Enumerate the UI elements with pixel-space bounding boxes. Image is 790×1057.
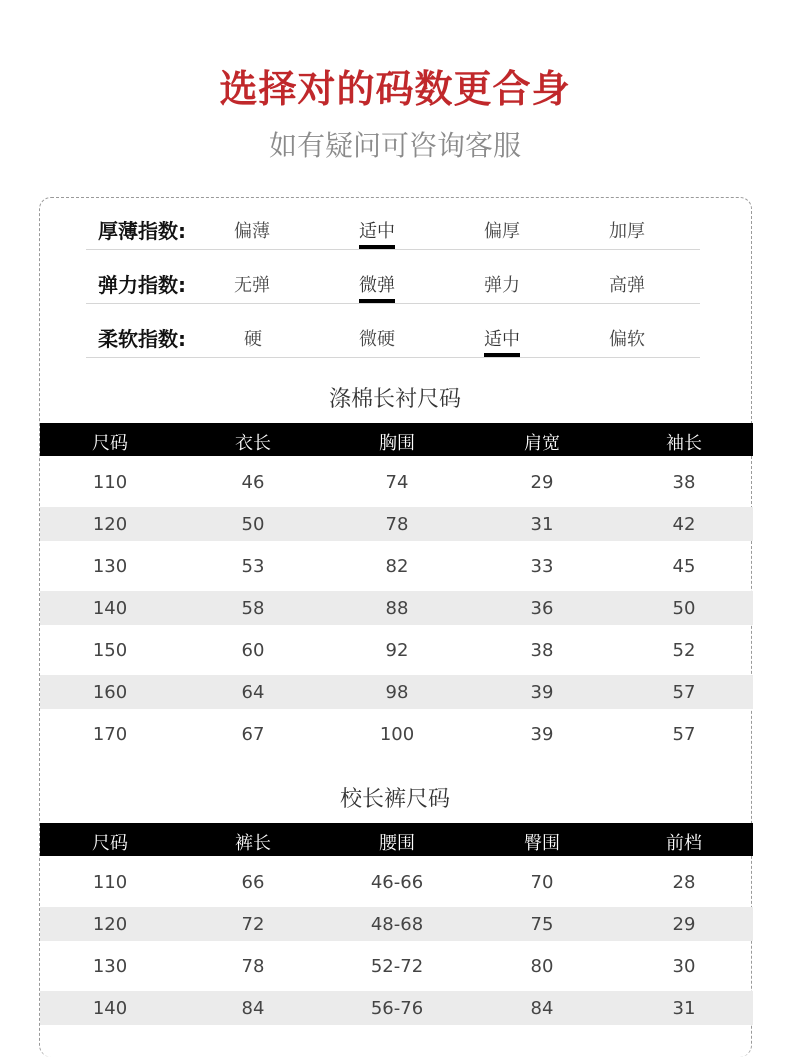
table-cell: 57 [672, 682, 696, 703]
table-cell: 78 [385, 514, 409, 535]
table-cell: 130 [92, 956, 128, 977]
index-option-selected: 适中 [484, 325, 520, 357]
table-cell: 110 [92, 472, 128, 493]
index-option: 高弹 [609, 275, 645, 296]
table-cell: 50 [672, 598, 696, 619]
column-header: 裤长 [235, 833, 271, 854]
column-header: 衣长 [235, 433, 271, 454]
index-option-selected: 微弹 [359, 271, 395, 303]
table-cell: 29 [672, 914, 696, 935]
index-option: 硬 [244, 329, 262, 350]
pants-table-header [40, 823, 753, 856]
column-header: 尺码 [92, 833, 128, 854]
table-cell: 52-72 [370, 956, 424, 977]
table-cell: 130 [92, 556, 128, 577]
softness-index-row [86, 313, 700, 358]
table-cell: 28 [672, 872, 696, 893]
table-cell: 82 [385, 556, 409, 577]
table-cell: 120 [92, 914, 128, 935]
table-cell: 78 [241, 956, 265, 977]
table-cell: 33 [530, 556, 554, 577]
column-header: 腰围 [379, 833, 415, 854]
table-cell: 84 [530, 998, 554, 1019]
page-title: 选择对的码数更合身 [219, 67, 571, 111]
table-cell: 150 [92, 640, 128, 661]
index-option: 偏软 [609, 329, 645, 350]
column-header: 袖长 [666, 433, 702, 454]
column-header: 前档 [666, 833, 702, 854]
table-cell: 38 [672, 472, 696, 493]
table-row [40, 549, 753, 583]
table-cell: 84 [241, 998, 265, 1019]
index-label: 厚薄指数: [98, 219, 186, 243]
table-cell: 74 [385, 472, 409, 493]
table-row [40, 949, 753, 983]
table-cell: 100 [379, 724, 415, 745]
table-cell: 70 [530, 872, 554, 893]
index-option: 偏厚 [484, 221, 520, 242]
index-option: 加厚 [609, 221, 645, 242]
table-cell: 170 [92, 724, 128, 745]
table-cell: 80 [530, 956, 554, 977]
table-cell: 39 [530, 724, 554, 745]
table-row [40, 591, 753, 625]
shirt-table-title: 涤棉长衬尺码 [328, 387, 461, 412]
page-subtitle: 如有疑问可咨询客服 [268, 129, 521, 162]
table-cell: 29 [530, 472, 554, 493]
table-cell: 31 [672, 998, 696, 1019]
column-header: 尺码 [92, 433, 128, 454]
table-cell: 30 [672, 956, 696, 977]
elasticity-index-row [86, 259, 700, 304]
table-cell: 75 [530, 914, 554, 935]
table-cell: 42 [672, 514, 696, 535]
column-header: 臀围 [524, 833, 560, 854]
table-cell: 66 [241, 872, 265, 893]
table-cell: 45 [672, 556, 696, 577]
index-label: 弹力指数: [98, 273, 186, 297]
table-row [40, 633, 753, 667]
table-cell: 67 [241, 724, 265, 745]
table-row [40, 907, 753, 941]
table-cell: 38 [530, 640, 554, 661]
shirt-table-header [40, 423, 753, 456]
column-header: 肩宽 [524, 433, 560, 454]
table-cell: 48-68 [370, 914, 424, 935]
table-cell: 58 [241, 598, 265, 619]
thickness-index-row [86, 205, 700, 250]
table-cell: 160 [92, 682, 128, 703]
table-cell: 46-66 [370, 872, 424, 893]
index-option-selected: 适中 [359, 217, 395, 249]
table-cell: 57 [672, 724, 696, 745]
index-option: 无弹 [234, 275, 270, 296]
table-row [40, 507, 753, 541]
table-cell: 140 [92, 998, 128, 1019]
table-cell: 36 [530, 598, 554, 619]
table-cell: 52 [672, 640, 696, 661]
table-cell: 46 [241, 472, 265, 493]
index-option: 微硬 [359, 329, 395, 350]
table-cell: 31 [530, 514, 554, 535]
table-cell: 140 [92, 598, 128, 619]
table-cell: 50 [241, 514, 265, 535]
table-row [40, 717, 753, 751]
table-cell: 88 [385, 598, 409, 619]
table-cell: 56-76 [370, 998, 424, 1019]
index-label: 柔软指数: [98, 327, 186, 351]
column-header: 胸围 [379, 433, 415, 454]
table-cell: 110 [92, 872, 128, 893]
table-cell: 53 [241, 556, 265, 577]
table-cell: 98 [385, 682, 409, 703]
table-row [40, 465, 753, 499]
table-cell: 120 [92, 514, 128, 535]
index-option: 弹力 [484, 275, 520, 296]
table-cell: 64 [241, 682, 265, 703]
table-cell: 39 [530, 682, 554, 703]
table-cell: 60 [241, 640, 265, 661]
table-row [40, 865, 753, 899]
table-cell: 72 [241, 914, 265, 935]
index-option: 偏薄 [234, 221, 270, 242]
table-cell: 92 [385, 640, 409, 661]
table-row [40, 991, 753, 1025]
table-row [40, 675, 753, 709]
pants-table-title: 校长裤尺码 [339, 787, 450, 812]
